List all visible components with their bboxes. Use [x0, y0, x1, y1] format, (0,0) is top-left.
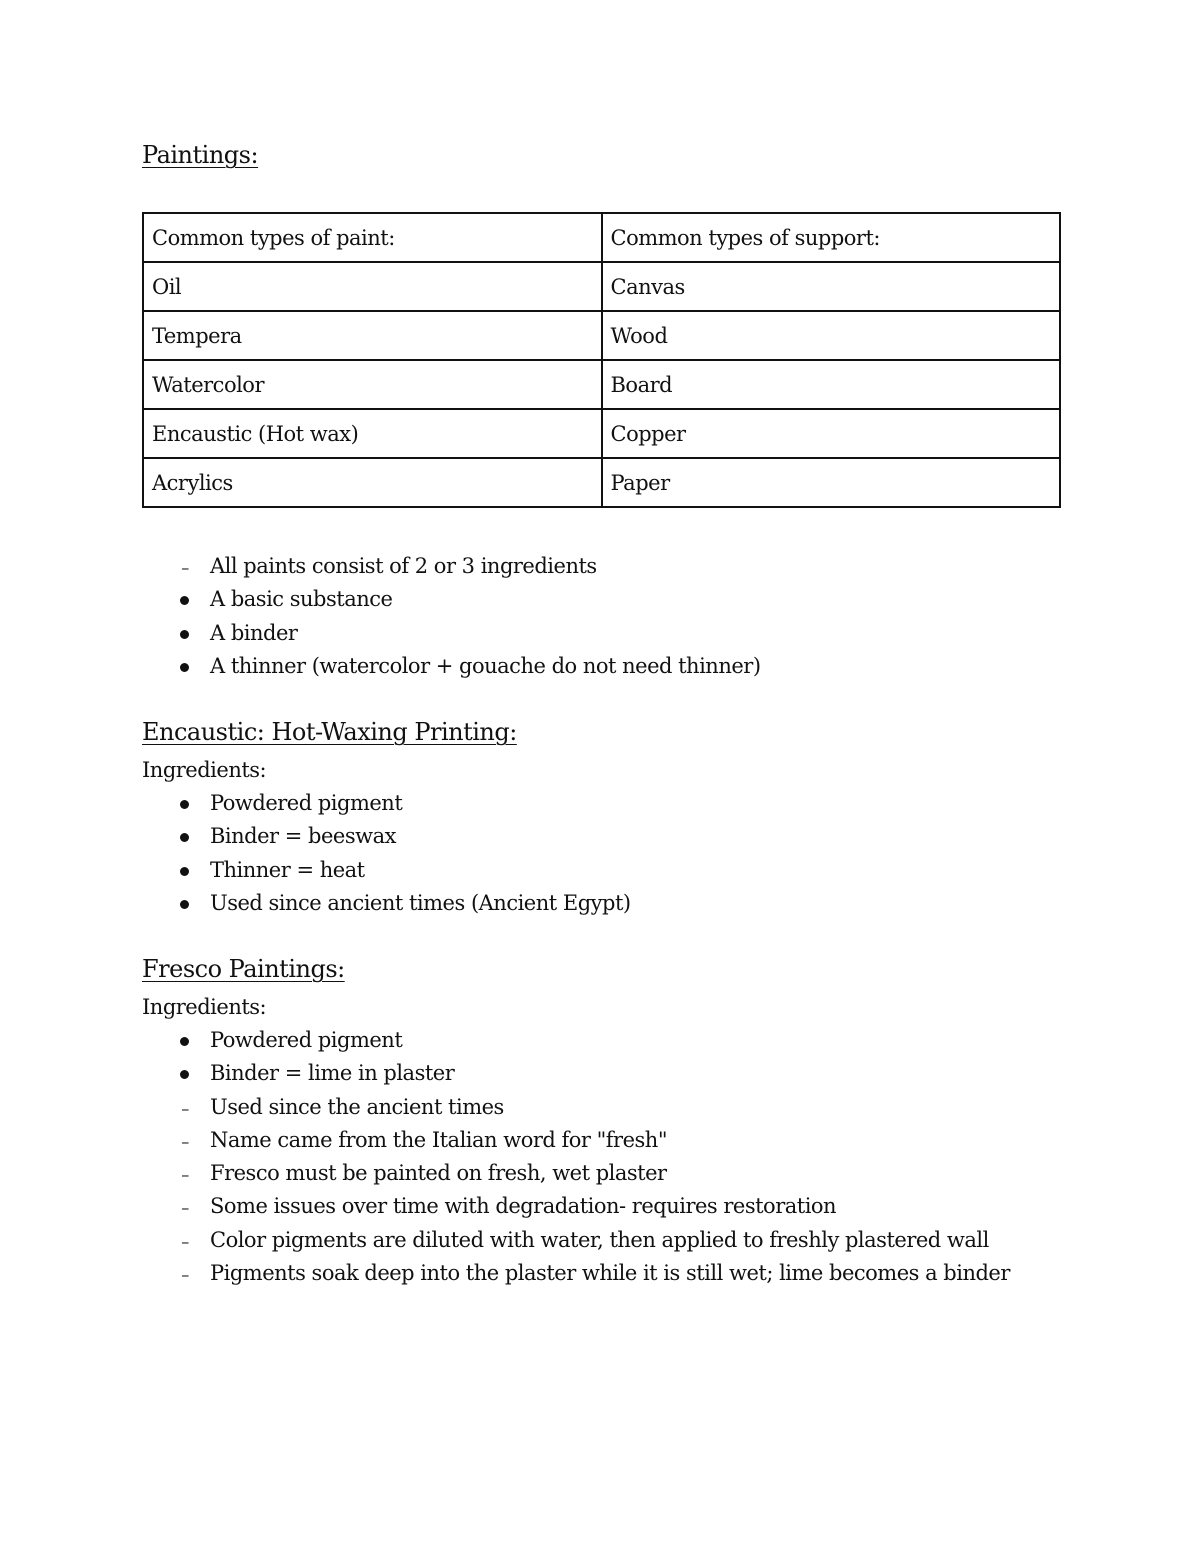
- table-cell: Tempera: [143, 311, 602, 360]
- table-row: [143, 311, 1060, 360]
- paintings-heading: Paintings:: [142, 141, 259, 169]
- list-item-text: Powdered pigment: [210, 791, 403, 815]
- encaustic-heading: Encaustic: Hot-Waxing Printing:: [142, 718, 517, 746]
- table-cell: Encaustic (Hot wax): [143, 409, 602, 458]
- table-cell: Wood: [602, 311, 1061, 360]
- table-header-row: [143, 213, 1060, 262]
- list-item-text: A thinner (watercolor + gouache do not need thinner): [210, 653, 761, 678]
- dash-marker: [170, 1257, 200, 1291]
- table-cell: Acrylics: [143, 458, 602, 507]
- list-item-text: Pigments soak deep into the plaster while it is still wet; lime becomes a binder: [210, 1261, 1010, 1286]
- list-item-text: Binder = beeswax: [210, 824, 396, 849]
- table-cell: Copper: [602, 409, 1061, 458]
- list-item-text: Name came from the Italian word for "fresh": [210, 1127, 667, 1152]
- table-header-cell: Common types of support:: [602, 213, 1061, 262]
- table-cell: Oil: [143, 262, 602, 311]
- list-item-text: Binder = lime in plaster: [210, 1061, 455, 1086]
- dash-marker: [170, 1224, 200, 1258]
- table-cell: Watercolor: [143, 360, 602, 409]
- dash-marker: [170, 1124, 200, 1158]
- table-cell: Canvas: [602, 262, 1061, 311]
- list-item-text: Used since the ancient times: [210, 1094, 504, 1119]
- list-item-text: Thinner = heat: [210, 857, 365, 882]
- fresco-heading: Fresco Paintings:: [142, 955, 345, 983]
- dash-marker: [170, 1157, 200, 1191]
- dash-marker: [170, 550, 200, 584]
- table-row: [143, 458, 1060, 507]
- table-cell: Board: [602, 360, 1061, 409]
- table-header-cell: Common types of paint:: [143, 213, 602, 262]
- list-item-text: Used since ancient times (Ancient Egypt): [210, 890, 631, 915]
- table-row: [143, 409, 1060, 458]
- table-row: [143, 262, 1060, 311]
- list-item-text: Some issues over time with degradation- requires restoration: [210, 1194, 837, 1219]
- list-item-text: Fresco must be painted on fresh, wet plaster: [210, 1161, 667, 1186]
- list-item-text: Color pigments are diluted with water, then applied to freshly plastered wall: [210, 1227, 989, 1252]
- list-item-text: A basic substance: [210, 587, 393, 612]
- paint-support-table: [142, 212, 1061, 508]
- dash-marker: [170, 1091, 200, 1125]
- table-cell: Paper: [602, 458, 1061, 507]
- encaustic-ingredients-label: Ingredients:: [142, 758, 267, 782]
- list-item-text: Powdered pigment: [210, 1028, 403, 1052]
- dash-marker: [170, 1190, 200, 1224]
- list-item-text: A binder: [210, 620, 298, 645]
- list-item-text: All paints consist of 2 or 3 ingredients: [210, 554, 597, 578]
- table-row: [143, 360, 1060, 409]
- fresco-ingredients-label: Ingredients:: [142, 995, 267, 1019]
